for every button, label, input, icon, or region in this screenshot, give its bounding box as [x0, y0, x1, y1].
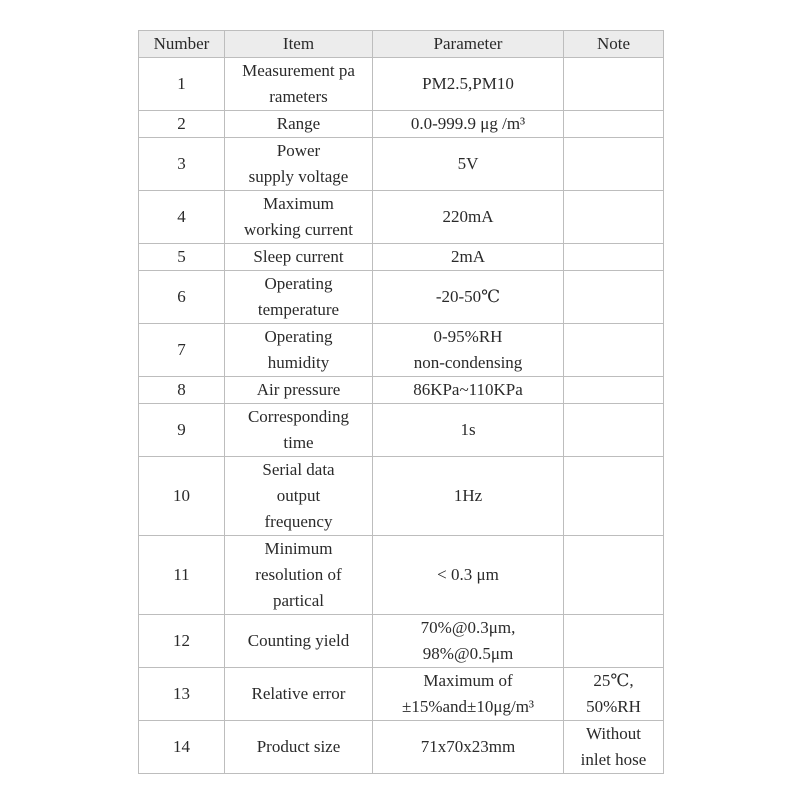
cell-parameter — [373, 324, 564, 377]
cell-number: 12 — [139, 615, 225, 668]
header-item: Item — [225, 31, 373, 58]
table-row — [139, 536, 664, 615]
cell-item-line: time — [283, 433, 314, 452]
cell-parameter-line: ±15%and±10μg/m³ — [401, 697, 535, 716]
cell-parameter-line: 0.0-999.9 μg /m³ — [410, 114, 526, 133]
cell-number: 4 — [139, 191, 225, 244]
cell-note-line: Without — [585, 724, 642, 743]
cell-item-line: Counting yield — [247, 631, 350, 650]
cell-item — [225, 457, 373, 536]
cell-item — [225, 138, 373, 191]
cell-note-line: inlet hose — [580, 750, 647, 769]
table-row — [139, 111, 664, 138]
cell-parameter — [373, 721, 564, 774]
cell-item-line: Maximum — [263, 194, 334, 213]
header-number: Number — [139, 31, 225, 58]
cell-item-line: Measurement pa — [242, 61, 355, 80]
cell-note — [564, 271, 664, 324]
header-parameter: Parameter — [373, 31, 564, 58]
cell-note — [564, 191, 664, 244]
cell-item — [225, 58, 373, 111]
cell-note — [564, 668, 664, 721]
cell-note — [564, 111, 664, 138]
cell-number: 8 — [139, 377, 225, 404]
cell-parameter-line: 86KPa~110KPa — [413, 380, 523, 399]
table-row — [139, 721, 664, 774]
cell-note — [564, 58, 664, 111]
cell-item-line: Operating — [264, 274, 333, 293]
cell-item-line: Product size — [256, 737, 341, 756]
table-row — [139, 271, 664, 324]
cell-number: 13 — [139, 668, 225, 721]
table-row — [139, 457, 664, 536]
cell-parameter-line: non-condensing — [413, 353, 523, 372]
table-body — [139, 58, 664, 774]
cell-parameter — [373, 244, 564, 271]
table-header — [139, 31, 664, 58]
cell-parameter-line: 1s — [460, 420, 476, 439]
cell-item-line: Corresponding — [247, 407, 350, 426]
cell-item-line: supply voltage — [248, 167, 349, 186]
header-row — [139, 31, 664, 58]
cell-item — [225, 615, 373, 668]
table-row — [139, 377, 664, 404]
cell-item-line: Air pressure — [256, 380, 341, 399]
cell-item-line: resolution of — [255, 565, 342, 584]
cell-item — [225, 244, 373, 271]
cell-item-line: Minimum — [264, 539, 333, 558]
cell-item — [225, 271, 373, 324]
cell-note — [564, 721, 664, 774]
cell-parameter — [373, 536, 564, 615]
cell-note — [564, 244, 664, 271]
cell-item-line: working current — [243, 220, 354, 239]
cell-number: 14 — [139, 721, 225, 774]
cell-item-line: Range — [276, 114, 321, 133]
cell-item — [225, 536, 373, 615]
cell-item — [225, 111, 373, 138]
table-row — [139, 615, 664, 668]
cell-item-line: Operating — [264, 327, 333, 346]
cell-parameter — [373, 615, 564, 668]
cell-number: 5 — [139, 244, 225, 271]
cell-parameter-line: Maximum of — [423, 671, 513, 690]
cell-note — [564, 615, 664, 668]
cell-number: 10 — [139, 457, 225, 536]
table-row — [139, 668, 664, 721]
spec-table — [138, 30, 664, 774]
cell-parameter — [373, 377, 564, 404]
cell-parameter — [373, 191, 564, 244]
cell-note — [564, 138, 664, 191]
cell-item — [225, 191, 373, 244]
cell-note-line: 50%RH — [586, 697, 641, 716]
cell-item — [225, 377, 373, 404]
cell-parameter-line: 71x70x23mm — [420, 737, 516, 756]
cell-parameter — [373, 271, 564, 324]
cell-parameter — [373, 668, 564, 721]
table-row — [139, 191, 664, 244]
cell-parameter-line: 1Hz — [453, 486, 483, 505]
cell-note — [564, 377, 664, 404]
cell-item — [225, 324, 373, 377]
cell-parameter-line: 2mA — [451, 247, 485, 266]
table-row — [139, 404, 664, 457]
cell-parameter-line: 220mA — [442, 207, 494, 226]
cell-item-line: humidity — [267, 353, 330, 372]
cell-number: 1 — [139, 58, 225, 111]
cell-parameter — [373, 138, 564, 191]
cell-item — [225, 668, 373, 721]
cell-note — [564, 536, 664, 615]
cell-item — [225, 721, 373, 774]
cell-note — [564, 324, 664, 377]
cell-parameter — [373, 58, 564, 111]
cell-item — [225, 404, 373, 457]
cell-parameter-line: < 0.3 μm — [437, 565, 499, 584]
cell-number: 11 — [139, 536, 225, 615]
table-row — [139, 324, 664, 377]
cell-item-line: temperature — [257, 300, 340, 319]
cell-item-line: Relative error — [251, 684, 346, 703]
cell-number: 6 — [139, 271, 225, 324]
cell-parameter — [373, 404, 564, 457]
cell-note — [564, 404, 664, 457]
table-row — [139, 138, 664, 191]
cell-parameter — [373, 111, 564, 138]
cell-note — [564, 457, 664, 536]
cell-number: 9 — [139, 404, 225, 457]
header-note: Note — [564, 31, 664, 58]
cell-number: 3 — [139, 138, 225, 191]
table-row — [139, 58, 664, 111]
cell-item-line: partical — [273, 591, 324, 610]
cell-item-line: frequency — [264, 512, 333, 531]
cell-parameter-line: PM2.5,PM10 — [422, 74, 514, 93]
cell-item-line: Serial data — [262, 460, 335, 479]
cell-item-line: Power — [276, 141, 321, 160]
cell-note-line: 25℃, — [593, 671, 634, 690]
cell-parameter-line: 0-95%RH — [433, 327, 503, 346]
cell-item-line: Sleep current — [253, 247, 344, 266]
cell-item-line: rameters — [269, 87, 328, 106]
cell-number: 7 — [139, 324, 225, 377]
cell-parameter-line: -20-50℃ — [435, 287, 501, 306]
cell-number: 2 — [139, 111, 225, 138]
cell-parameter-line: 98%@0.5μm — [422, 644, 514, 663]
cell-parameter — [373, 457, 564, 536]
table-row — [139, 244, 664, 271]
cell-item-line: output — [276, 486, 321, 505]
cell-parameter-line: 70%@0.3μm, — [420, 618, 516, 637]
cell-parameter-line: 5V — [457, 154, 479, 173]
